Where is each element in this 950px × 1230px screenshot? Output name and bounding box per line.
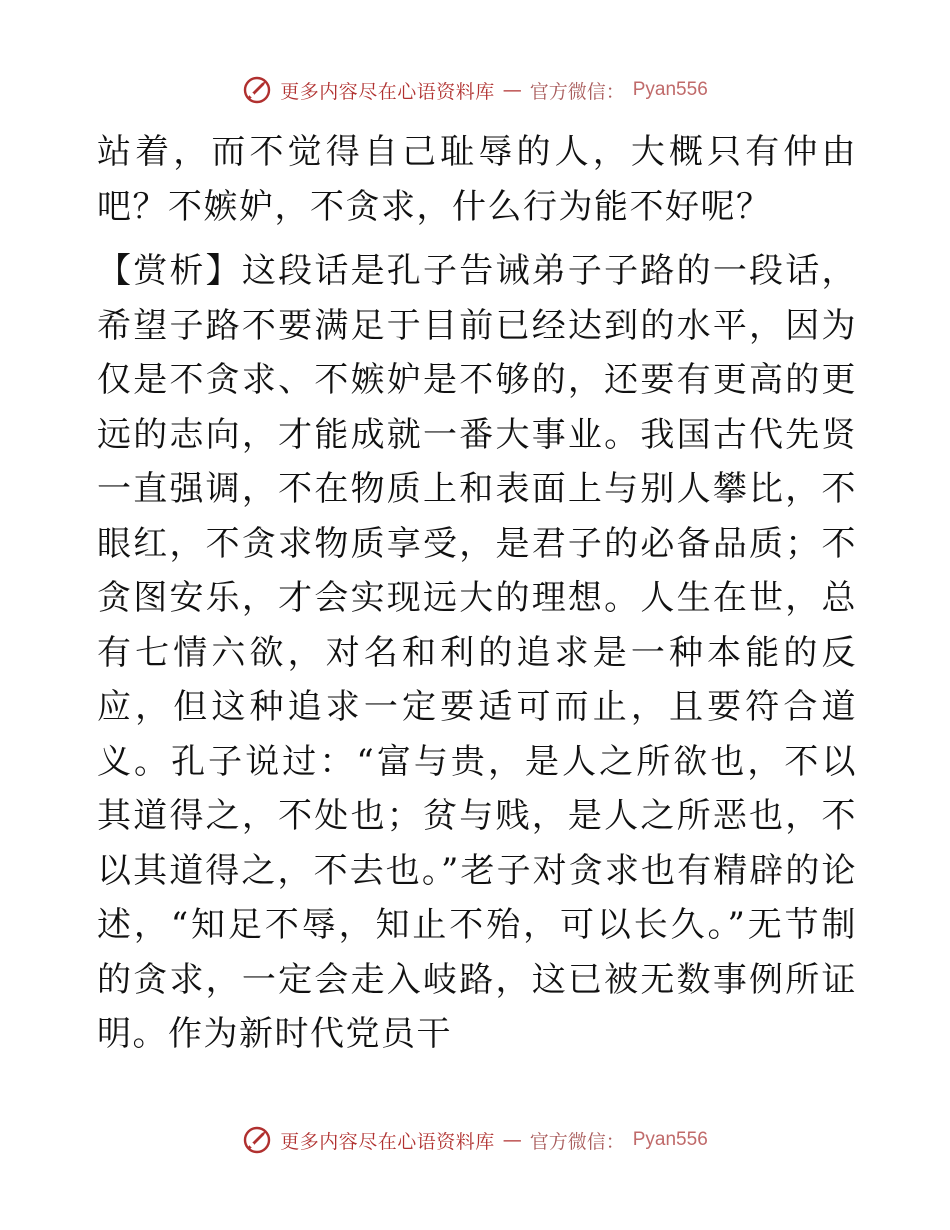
footer-watermark — [0, 1120, 950, 1160]
watermark-site-text: 更多内容尽在心语资料库 — [280, 80, 495, 103]
watermark-dash: — — [502, 79, 522, 101]
paragraph-text: 这段话是孔子告诫弟子子路的一段话，希望子路不要满足于目前已经达到的水平，因为仅是不贪求、不嫉妒是不够的，还要有更高的更远的志向，才能成就一番大事业。我国古代先贤一直强调，不在物质上和表面上与别人攀比，不眼红，不贪求物质享受，是君子的必备品质；不贪图安乐，才会实现远大的理想。人生在世，总有七情六欲，对名和利的追求是一种本能的反应，但这种追求一定要适可而止，且要符合道义。孔子说过：“富与贵，是人之所欲也，不以其道得之，不处也；贫与贱，是人之所恶也，不以其道得之，不去也。”老子对贪求也有精辟的论述，“知足不辱，知止不殆，可以长久。”无节制的贪求，一定会走入岐路，这已被无数事例所证明。作为新时代党员干 — [97, 251, 858, 1054]
watermark-dash: — — [502, 1129, 522, 1151]
watermark-wechat-id: Pyan556 — [632, 1129, 708, 1150]
paragraph-analysis — [97, 244, 857, 1062]
paragraph-text: 站着，而不觉得自己耻辱的人，大概只有仲由吧？不嫉妒，不贪求，什么行为能不好呢？ — [97, 132, 857, 227]
document-body — [97, 125, 857, 1062]
analysis-tag: 【赏析】 — [97, 251, 242, 291]
header-watermark — [0, 70, 950, 110]
watermark-wechat-label: 官方微信： — [529, 80, 625, 103]
watermark-wechat-id: Pyan556 — [632, 79, 708, 100]
brush-logo-icon — [242, 1125, 272, 1155]
watermark-wechat-label: 官方微信： — [529, 1130, 625, 1153]
watermark-site-text: 更多内容尽在心语资料库 — [280, 1130, 495, 1153]
brush-logo-icon — [242, 75, 272, 105]
paragraph-translation — [97, 125, 857, 234]
